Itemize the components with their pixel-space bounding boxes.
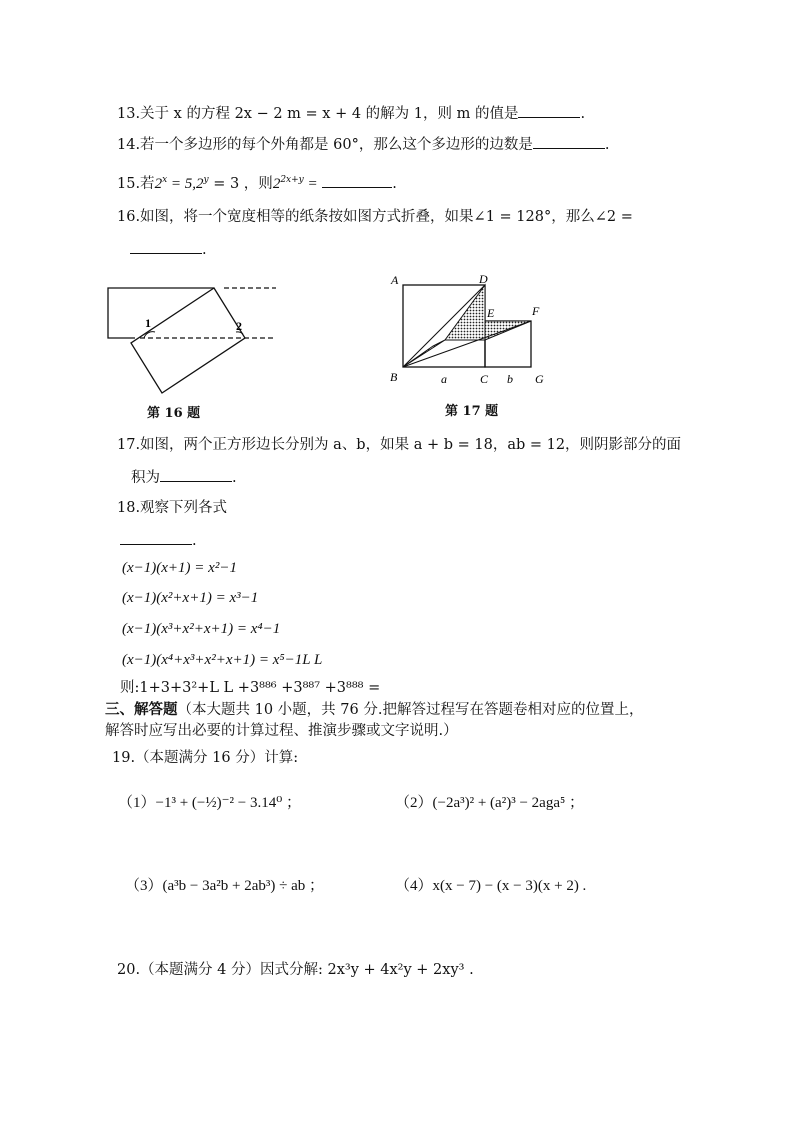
answer-blank	[533, 134, 605, 149]
question-14: 14.若一个多边形的每个外角都是 60°，那么这个多边形的边数是 .	[117, 134, 609, 155]
equation-4: (x−1)(x⁴+x³+x²+x+1) = x⁵−1L L	[122, 652, 323, 668]
label-F: F	[532, 304, 540, 318]
label-B: B	[390, 370, 398, 384]
angle-1-label: 1	[145, 316, 151, 330]
question-20: 20.（本题满分 4 分）因式分解: 2x³y + 4x²y + 2xy³ .	[117, 962, 474, 978]
label-b: b	[507, 372, 513, 386]
question-15: 15.若$2^x = 5,2^y = 3$ ，则$2^{2x+y}$ = .	[117, 175, 397, 192]
equation-3: (x−1)(x³+x²+x+1) = x⁴−1	[122, 621, 281, 637]
label-D: D	[479, 272, 488, 286]
question-19: 19.（本题满分 16 分）计算:	[112, 750, 299, 766]
question-19-part-3: （3）(a³b − 3a²b + 2ab³) ÷ ab ；	[125, 878, 325, 894]
question-18-blank-line: .	[120, 530, 197, 551]
shaded-region-upper	[445, 285, 485, 340]
equation-1: (x−1)(x+1) = x²−1	[122, 560, 237, 576]
question-19-part-1: （1）−1³ + (−½)⁻² − 3.14⁰ ；	[118, 795, 302, 811]
section-3-header: 三、解答题（本大题共 10 小题，共 76 分.把解答过程写在答题卷相对应的位置上，	[105, 701, 644, 718]
answer-blank	[130, 239, 202, 254]
figure-17	[385, 270, 560, 395]
answer-blank	[518, 103, 580, 118]
label-E: E	[487, 306, 495, 320]
label-A: A	[391, 273, 399, 287]
answer-blank	[160, 467, 232, 482]
question-16: 16.如图，将一个宽度相等的纸条按如图方式折叠，如果∠1 = 128°，那么∠2 =	[117, 209, 633, 225]
question-17-line2: 积为 .	[131, 467, 237, 488]
answer-blank	[322, 173, 392, 188]
label-G: G	[535, 372, 544, 386]
answer-blank	[120, 530, 192, 545]
figure-16	[100, 280, 285, 395]
question-16-answer-line: .	[130, 239, 207, 260]
label-C: C	[480, 372, 489, 386]
question-17: 17.如图，两个正方形边长分别为 a、b，如果 a + b = 18，ab = 12，则阴影部分的面	[117, 437, 682, 453]
question-18: 18.观察下列各式	[117, 500, 228, 516]
question-19-part-4: （4）x(x − 7) − (x − 3)(x + 2) .	[395, 878, 587, 894]
label-a: a	[441, 372, 447, 386]
figure-17-caption: 第 17 题	[445, 404, 499, 419]
question-13: 13.关于 x 的方程 2x − 2 m = x + 4 的解为 1，则 m 的值是 .	[117, 103, 585, 124]
paper-strip-top	[108, 288, 214, 338]
figure-16-caption: 第 16 题	[147, 406, 201, 421]
section-3-instructions: 解答时应写出必要的计算过程、推演步骤或文字说明.）	[105, 723, 458, 739]
folded-strip	[131, 288, 245, 393]
angle-2-label: 2	[236, 319, 242, 333]
equation-2: (x−1)(x²+x+1) = x³−1	[122, 590, 259, 606]
question-19-part-2: （2）(−2a³)² + (a²)³ − 2aga⁵ ；	[395, 795, 584, 811]
shaded-region-lower	[403, 340, 445, 367]
equation-sum: 则:1+3+3²+L L +3⁸⁸⁶ +3⁸⁸⁷ +3⁸⁸⁸ =	[120, 680, 381, 696]
